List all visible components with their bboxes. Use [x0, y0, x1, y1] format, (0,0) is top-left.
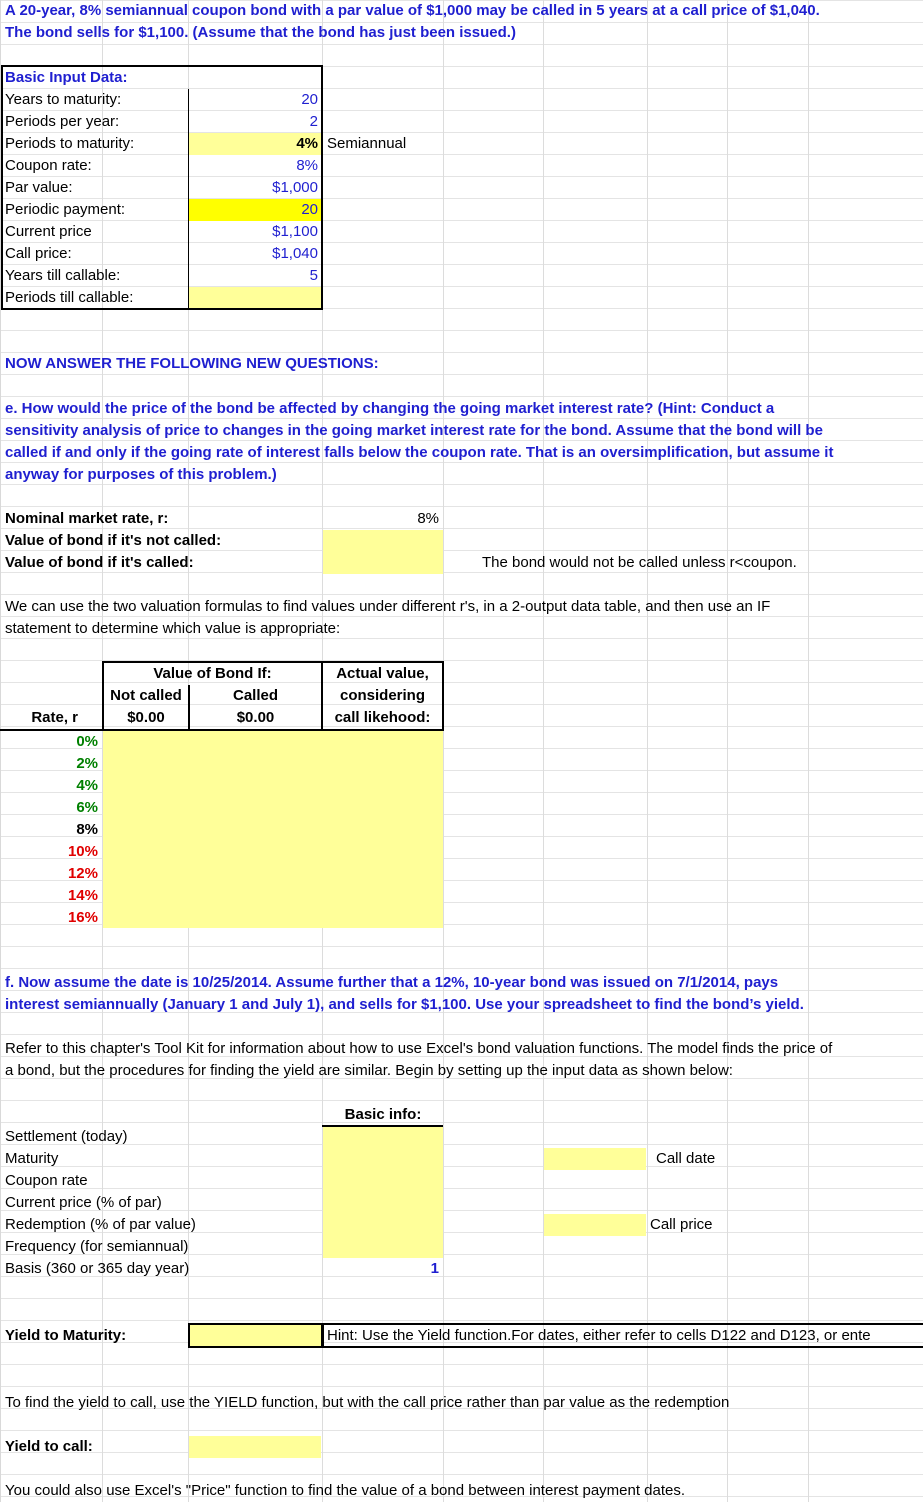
question-e-line-4: anyway for purposes of this problem.) [5, 466, 277, 483]
years-to-maturity-value[interactable]: 20 [301, 91, 318, 108]
frequency-label: Frequency (for semiannual) [5, 1238, 189, 1255]
nominal-market-rate-label: Nominal market rate, r: [5, 510, 169, 527]
value-not-called-label: Value of bond if it's not called: [5, 532, 222, 549]
call-price-info-label: Call price [650, 1216, 713, 1233]
call-condition-note: The bond would not be called unless r<coupon. [482, 554, 797, 571]
ytm-hint: Hint: Use the Yield function.For dates, either refer to cells D122 and D123, or ente [327, 1327, 871, 1344]
current-price-label: Current price [5, 223, 92, 240]
ytm-label: Yield to Maturity: [5, 1327, 127, 1344]
semiannual-note: Semiannual [327, 135, 407, 152]
question-f-line-1: f. Now assume the date is 10/25/2014. Assume further that a 12%, 10-year bond was issued on 7/1/2014, pays [5, 974, 779, 991]
title-line-1: A 20-year, 8% semiannual coupon bond with a par value of $1,000 may be called in 5 years at a call price of $1,040. [5, 2, 820, 19]
call-date-label: Call date [656, 1150, 716, 1167]
grid-column-line [443, 0, 444, 1502]
called-header: Called [232, 687, 278, 704]
question-e-line-3: called if and only if the going rate of interest falls below the coupon rate. That is an oversimplification, but assume it [5, 444, 834, 461]
rate-cell[interactable]: 10% [67, 843, 98, 860]
nominal-market-rate-value[interactable]: 8% [417, 510, 439, 527]
price-function-note: You could also use Excel's "Price" function to find the value of a bond between interest payment dates. [5, 1482, 686, 1499]
periods-to-maturity-label: Periods to maturity: [5, 135, 135, 152]
rate-cell[interactable]: 8% [76, 821, 98, 838]
question-e-line-2: sensitivity analysis of price to changes in the going market interest rate for the bond. Assume that the bond will be [5, 422, 823, 439]
value-called-label: Value of bond if it's called: [5, 554, 194, 571]
current-price-pct-label: Current price (% of par) [5, 1194, 162, 1211]
rate-cell[interactable]: 12% [67, 865, 98, 882]
value-of-bond-if-header: Value of Bond If: [153, 665, 272, 682]
basic-info-header: Basic info: [344, 1106, 422, 1123]
call-price-value[interactable]: $1,040 [272, 245, 318, 262]
grid-column-line [647, 0, 648, 1502]
grid-column-line [808, 0, 809, 1502]
redemption-label: Redemption (% of par value) [5, 1216, 196, 1233]
input-box-divider [188, 89, 189, 310]
data-table-cells-fill[interactable] [103, 730, 443, 928]
title-line-2: The bond sells for $1,100. (Assume that the bond has just been issued.) [5, 24, 516, 41]
rate-cell[interactable]: 6% [76, 799, 98, 816]
coupon-rate-label: Coupon rate: [5, 157, 92, 174]
par-value-value[interactable]: $1,000 [272, 179, 318, 196]
input-data-header: Basic Input Data: [5, 69, 128, 86]
rate-cell[interactable]: 0% [76, 733, 98, 750]
periodic-payment-value[interactable]: 20 [301, 201, 318, 218]
ytc-note: To find the yield to call, use the YIELD function, but with the call price rather than par value as the redemption [5, 1394, 730, 1411]
basis-value[interactable]: 1 [430, 1260, 439, 1277]
called-formula-value[interactable]: $0.00 [236, 709, 275, 726]
ytm-cell-border[interactable] [188, 1323, 323, 1348]
grid-column-line [543, 0, 544, 1502]
grid-column-line [727, 0, 728, 1502]
periods-per-year-value[interactable]: 2 [309, 113, 318, 130]
ytc-label: Yield to call: [5, 1438, 93, 1455]
periods-per-year-label: Periods per year: [5, 113, 120, 130]
years-till-callable-label: Years till callable: [5, 267, 121, 284]
rate-cell[interactable]: 4% [76, 777, 98, 794]
basic-info-cells-fill[interactable] [323, 1126, 443, 1258]
current-price-value[interactable]: $1,100 [272, 223, 318, 240]
rate-cell[interactable]: 14% [67, 887, 98, 904]
toolkit-note-line-2: a bond, but the procedures for finding the yield are similar. Begin by setting up the input data as shown below: [5, 1062, 733, 1079]
years-till-callable-value[interactable]: 5 [309, 267, 318, 284]
actual-value-header-3: call likehood: [334, 709, 431, 726]
valuation-note-line-1: We can use the two valuation formulas to find values under different r's, in a 2-output data table, and then use an IF [5, 598, 771, 615]
periods-till-callable-label: Periods till callable: [5, 289, 134, 306]
call-price-cell[interactable] [544, 1214, 646, 1236]
new-questions-heading: NOW ANSWER THE FOLLOWING NEW QUESTIONS: [5, 355, 379, 372]
par-value-label: Par value: [5, 179, 73, 196]
coupon-rate-info-label: Coupon rate [5, 1172, 88, 1189]
ytc-cell[interactable] [189, 1436, 321, 1458]
call-price-label: Call price: [5, 245, 72, 262]
actual-value-header-1: Actual value, [336, 665, 429, 682]
not-called-formula-value[interactable]: $0.00 [127, 709, 165, 726]
rate-cell[interactable]: 2% [76, 755, 98, 772]
years-to-maturity-label: Years to maturity: [5, 91, 122, 108]
valuation-note-line-2: statement to determine which value is appropriate: [5, 620, 341, 637]
rate-header: Rate, r [31, 709, 78, 726]
toolkit-note-line-1: Refer to this chapter's Tool Kit for information about how to use Excel's bond valuation functions. The model finds the price of [5, 1040, 833, 1057]
periodic-payment-label: Periodic payment: [5, 201, 126, 218]
maturity-label: Maturity [5, 1150, 59, 1167]
basis-label: Basis (360 or 365 day year) [5, 1260, 190, 1277]
coupon-rate-value[interactable]: 8% [296, 157, 318, 174]
question-f-line-2: interest semiannually (January 1 and July 1), and sells for $1,100. Use your spreadsheet to find the bond’s yield. [5, 996, 804, 1013]
periods-to-maturity-value[interactable]: 4% [296, 135, 318, 152]
bond-value-cells-fill[interactable] [323, 530, 443, 574]
settlement-label: Settlement (today) [5, 1128, 128, 1145]
call-date-cell[interactable] [544, 1148, 646, 1170]
rate-cell[interactable]: 16% [67, 909, 98, 926]
actual-value-header-2: considering [339, 687, 425, 704]
not-called-header: Not called [110, 687, 182, 704]
question-e-line-1: e. How would the price of the bond be affected by changing the going market interest rate? (Hint: Conduct a [5, 400, 775, 417]
